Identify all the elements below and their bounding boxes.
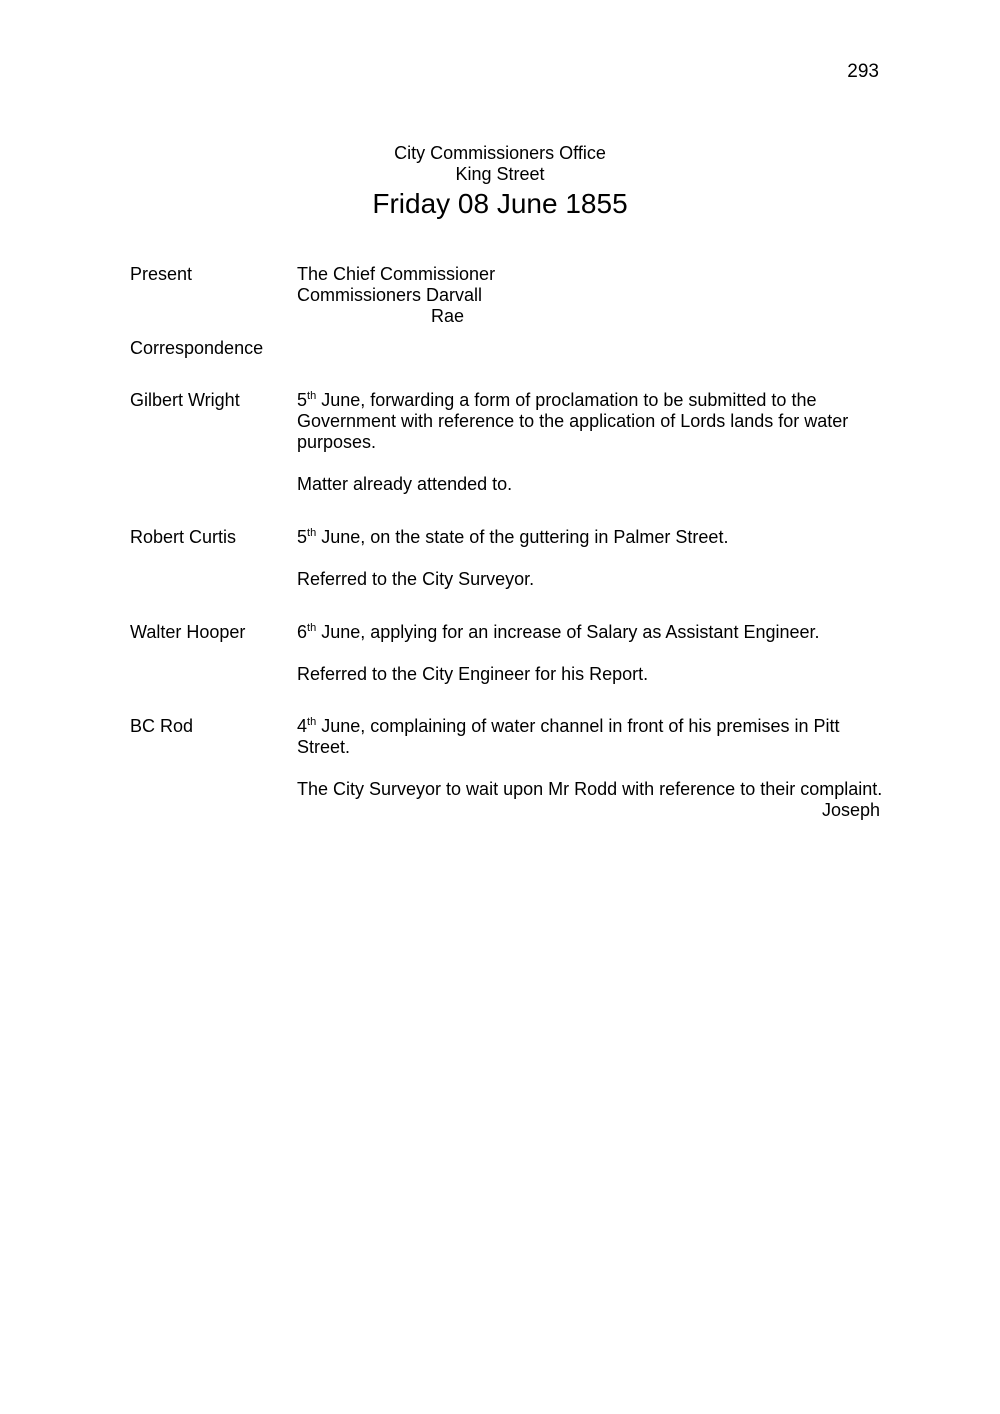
entry-day: 6 [297,622,308,642]
correspondent-name: Walter Hooper [130,622,246,642]
office-name: City Commissioners Office [394,143,606,163]
entry-text: June, applying for an increase of Salary as Assistant Engineer. [316,622,820,642]
correspondent-name: Robert Curtis [130,527,237,547]
entry-day: 5 [297,390,308,410]
entry-day-suffix: th [307,622,317,634]
meeting-date: Friday 08 June 1855 [372,188,628,219]
entry-content [297,622,897,685]
entry-day-suffix: th [307,716,317,728]
entry-day: 5 [297,527,308,547]
entry-day-suffix: th [307,527,317,539]
document-header [0,143,1000,222]
entry-day-suffix: th [307,390,317,402]
correspondent-name: BC Rod [130,716,194,736]
office-street: King Street [455,164,545,184]
entry-description [297,716,877,758]
present-list [297,264,897,327]
entry-description [297,622,897,643]
present-member: Rae [431,306,465,326]
entry-description [297,390,897,453]
entry-content [297,716,907,821]
entry-description [297,527,897,548]
entry-resolution: Matter already attended to. [297,474,513,494]
entry-text: June, complaining of water channel in front of his premises in Pitt Street. [297,716,840,757]
entry-content [297,527,897,590]
entry-content [297,390,897,495]
present-member: The Chief Commissioner [297,264,496,284]
page-number: 293 [847,61,879,82]
correspondent-name: Gilbert Wright [130,390,240,410]
entry-day: 4 [297,716,308,736]
entry-text: June, on the state of the guttering in Palmer Street. [316,527,729,547]
entry-resolution: Referred to the City Engineer for his Report. [297,664,649,684]
correspondence-label: Correspondence [130,338,264,358]
entry-resolution: The City Surveyor to wait upon Mr Rodd with reference to their complaint. [297,779,883,799]
present-member: Commissioners Darvall [297,285,483,305]
present-label: Present [130,264,193,284]
entry-text: June, forwarding a form of proclamation to be submitted to the Government with reference to the application of Lords lands for water purposes. [297,390,849,452]
entry-resolution: Referred to the City Surveyor. [297,569,535,589]
signature: Joseph [821,800,880,820]
